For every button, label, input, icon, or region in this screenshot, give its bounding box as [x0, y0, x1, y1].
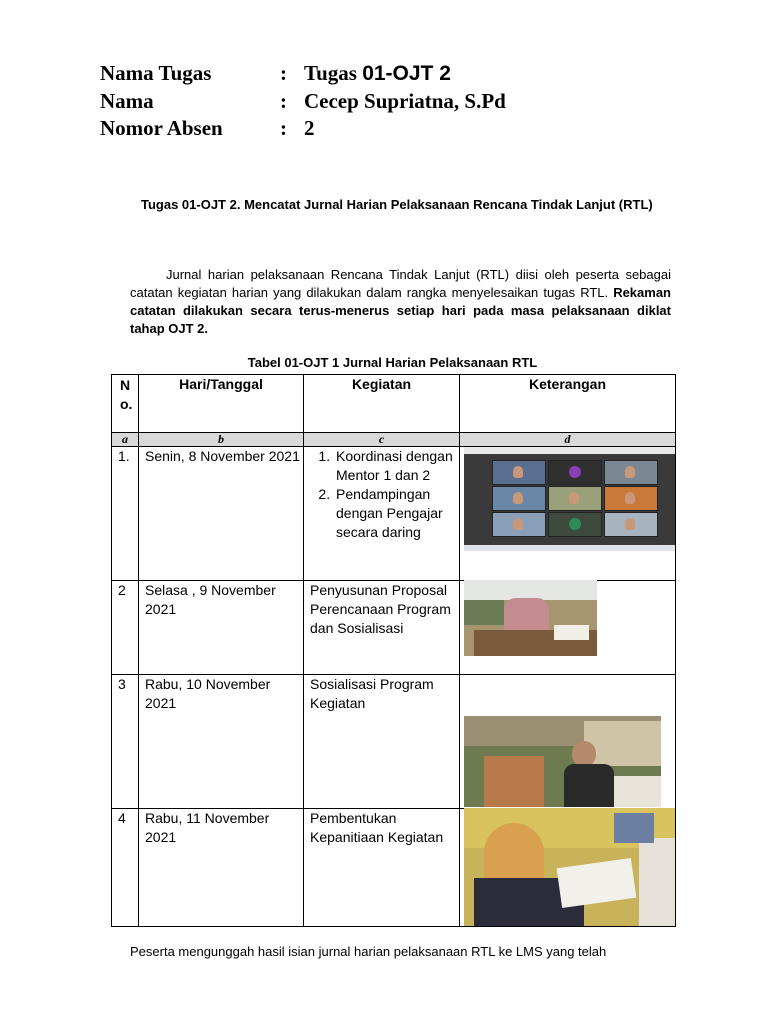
row-number: 2 [112, 581, 139, 675]
participant-tile [492, 486, 546, 511]
participant-tile [604, 460, 658, 485]
row-activity [304, 447, 460, 581]
header-label: Nama Tugas [100, 61, 212, 85]
taskbar [464, 545, 675, 551]
window-titlebar [464, 447, 675, 454]
footer-text: Peserta mengunggah hasil isian jurnal harian pelaksanaan RTL ke LMS yang telah [130, 944, 607, 959]
participant-tile [604, 486, 658, 511]
participant-tile [604, 512, 658, 537]
participant-tile [548, 512, 602, 537]
row-activity: Pembentukan Kepanitiaan Kegiatan [304, 809, 460, 927]
header-value: 2 [304, 116, 315, 140]
intro-paragraph: Jurnal harian pelaksanaan Rencana Tindak Lanjut (RTL) diisi oleh peserta sebagai catatan kegiatan harian yang dilakukan dalam rangka menyelesaikan tugas RTL. Rekaman catatan dilakukan secara terus-menerus setiap hari pada masa pelaksanaan diklat tahap OJT 2. [130, 267, 671, 336]
row-date: Senin, 8 November 2021 [139, 447, 304, 581]
table-header-row [112, 375, 676, 433]
column-letter: d [460, 433, 676, 447]
row-activity: Sosialisasi Program Kegiatan [304, 675, 460, 809]
photo-committee-formation [464, 808, 675, 926]
participant-tile [548, 486, 602, 511]
video-meeting-screenshot [464, 447, 675, 551]
table-caption: Tabel 01-OJT 1 Jurnal Harian Pelaksanaan RTL [247, 355, 538, 370]
row-number: 3 [112, 675, 139, 809]
column-letter: c [304, 433, 460, 447]
photo-proposal-meeting [464, 580, 597, 656]
header-date: Hari/Tanggal [139, 375, 304, 433]
header-value: Cecep Supriatna, S.Pd [304, 89, 506, 113]
row-date: Rabu, 11 November 2021 [139, 809, 304, 927]
participant-tile [548, 460, 602, 485]
header-label: Nama [100, 89, 154, 113]
row-number: 1. [112, 447, 139, 581]
header-value: Tugas 01-OJT 2 [304, 61, 451, 85]
row-date: Rabu, 10 November 2021 [139, 675, 304, 809]
header-activity: Kegiatan [304, 375, 460, 433]
task-title: Tugas 01-OJT 2. Mencatat Jurnal Harian Pelaksanaan Rencana Tindak Lanjut (RTL) [141, 197, 653, 212]
list-item: 2. Pendampingan dengan Pengajar secara daring [334, 485, 459, 542]
header-colon: : [280, 89, 287, 113]
header-no: No. [112, 375, 139, 433]
participant-tile [492, 512, 546, 537]
activity-list [304, 447, 459, 542]
photo-socialization [464, 716, 661, 807]
column-letter: a [112, 433, 139, 447]
list-item: 1. Koordinasi dengan Mentor 1 dan 2 [334, 447, 459, 485]
row-date: Selasa , 9 November 2021 [139, 581, 304, 675]
column-letter-row [112, 433, 676, 447]
header-colon: : [280, 116, 287, 140]
column-letter: b [139, 433, 304, 447]
participant-tile [492, 460, 546, 485]
row-number: 4 [112, 809, 139, 927]
header-note: Keterangan [460, 375, 676, 433]
row-activity: Penyusunan Proposal Perencanaan Program dan Sosialisasi [304, 581, 460, 675]
header-colon: : [280, 61, 287, 85]
header-label: Nomor Absen [100, 116, 223, 140]
